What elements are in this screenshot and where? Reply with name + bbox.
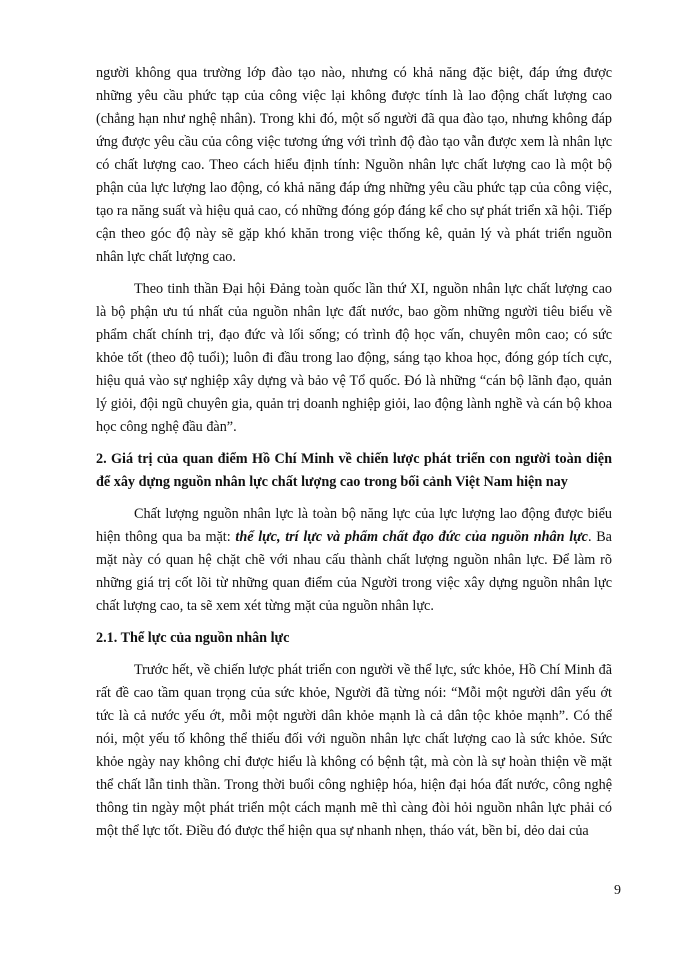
paragraph-party-congress: Theo tinh thần Đại hội Đảng toàn quốc lần thứ XI, nguồn nhân lực chất lượng cao là bộ phận ưu tú nhất của nguồn nhân lực đất nước, bao gồm những người tiêu biểu về phẩm chất chính trị, đạo đức và lối sống; có trình độ học vấn, chuyên môn cao; có sức khỏe tốt (theo độ tuổi); luôn đi đầu trong lao động, sáng tạo khoa học, đóng góp tích cực, hiệu quả vào sự nghiệp xây dựng và bảo vệ Tổ quốc. Đó là những “cán bộ lãnh đạo, quản lý giỏi, đội ngũ chuyên gia, quản trị doanh nghiệp giỏi, lao động lành nghề và cán bộ khoa học công nghệ đầu đàn”. [96,281,612,435]
paragraph-text: Chất lượng nguồn nhân lực là toàn bộ năng lực của lực lượng lao động được biểu hiện thông qua ba mặt: [96,506,612,545]
page-number: 9 [614,883,621,898]
paragraph-physical-strength: Trước hết, về chiến lược phát triển con người về thể lực, sức khỏe, Hồ Chí Minh đã rất đề cao tầm quan trọng của sức khỏe, Người đã từng nói: “Mỗi một người dân yếu ớt tức là cả nước yếu ớt, mỗi một người dân khỏe mạnh là cả dân tộc khỏe mạnh”. Có thể nói, một yếu tố không thể thiếu đối với nguồn nhân lực chất lượng cao là sức khỏe. Sức khỏe ngày nay không chỉ được hiểu là không có bệnh tật, mà còn là sự hoàn thiện về mặt thể chất lẫn tinh thần. Trong thời buổi công nghiệp hóa, hiện đại hóa đất nước, công nghệ thông tin ngày một phát triển một cách mạnh mẽ thì càng đòi hỏi nguồn nhân lực phải có một thể lực tốt. Điều đó được thể hiện qua sự nhanh nhẹn, tháo vát, bền bỉ, dẻo dai của [96,662,612,839]
section-heading-2-1: 2.1. Thể lực của nguồn nhân lực [96,630,290,646]
document-page [96,62,612,843]
section-heading-2: 2. Giá trị của quan điểm Hồ Chí Minh về chiến lược phát triển con người toàn diện để xây dựng nguồn nhân lực chất lượng cao trong bối cảnh Việt Nam hiện nay [96,451,612,490]
paragraph-text: . Ba mặt này có quan hệ chặt chẽ với nhau cấu thành chất lượng nguồn nhân lực. Để làm rõ những giá trị cốt lõi từ những quan điểm của Người trong việc xây dựng nguồn nhân lực chất lượng cao, ta sẽ xem xét từng mặt của nguồn nhân lực. [96,529,612,614]
emphasis-text: thể lực, trí lực và phẩm chất đạo đức của nguồn nhân lực [235,529,588,545]
paragraph-continuation: người không qua trường lớp đào tạo nào, nhưng có khả năng đặc biệt, đáp ứng được những yêu cầu phức tạp của công việc lại không được tính là lao động chất lượng cao (chẳng hạn như nghệ nhân). Trong khi đó, một số người đã qua đào tạo, nhưng không đáp ứng được yêu cầu của công việc tương ứng với trình độ đào tạo vẫn được xem là nhân lực có chất lượng cao. Theo cách hiểu định tính: Nguồn nhân lực chất lượng cao là một bộ phận của lực lượng lao động, có khả năng đáp ứng những yêu cầu phức tạp của công việc, tạo ra năng suất và hiệu quả cao, có những đóng góp đáng kể cho sự phát triển xã hội. Tiếp cận theo góc độ này sẽ gặp khó khăn trong việc thống kê, quản lý và phát triển nguồn nhân lực chất lượng cao. [96,65,612,265]
paragraph-quality-aspects [96,503,612,618]
